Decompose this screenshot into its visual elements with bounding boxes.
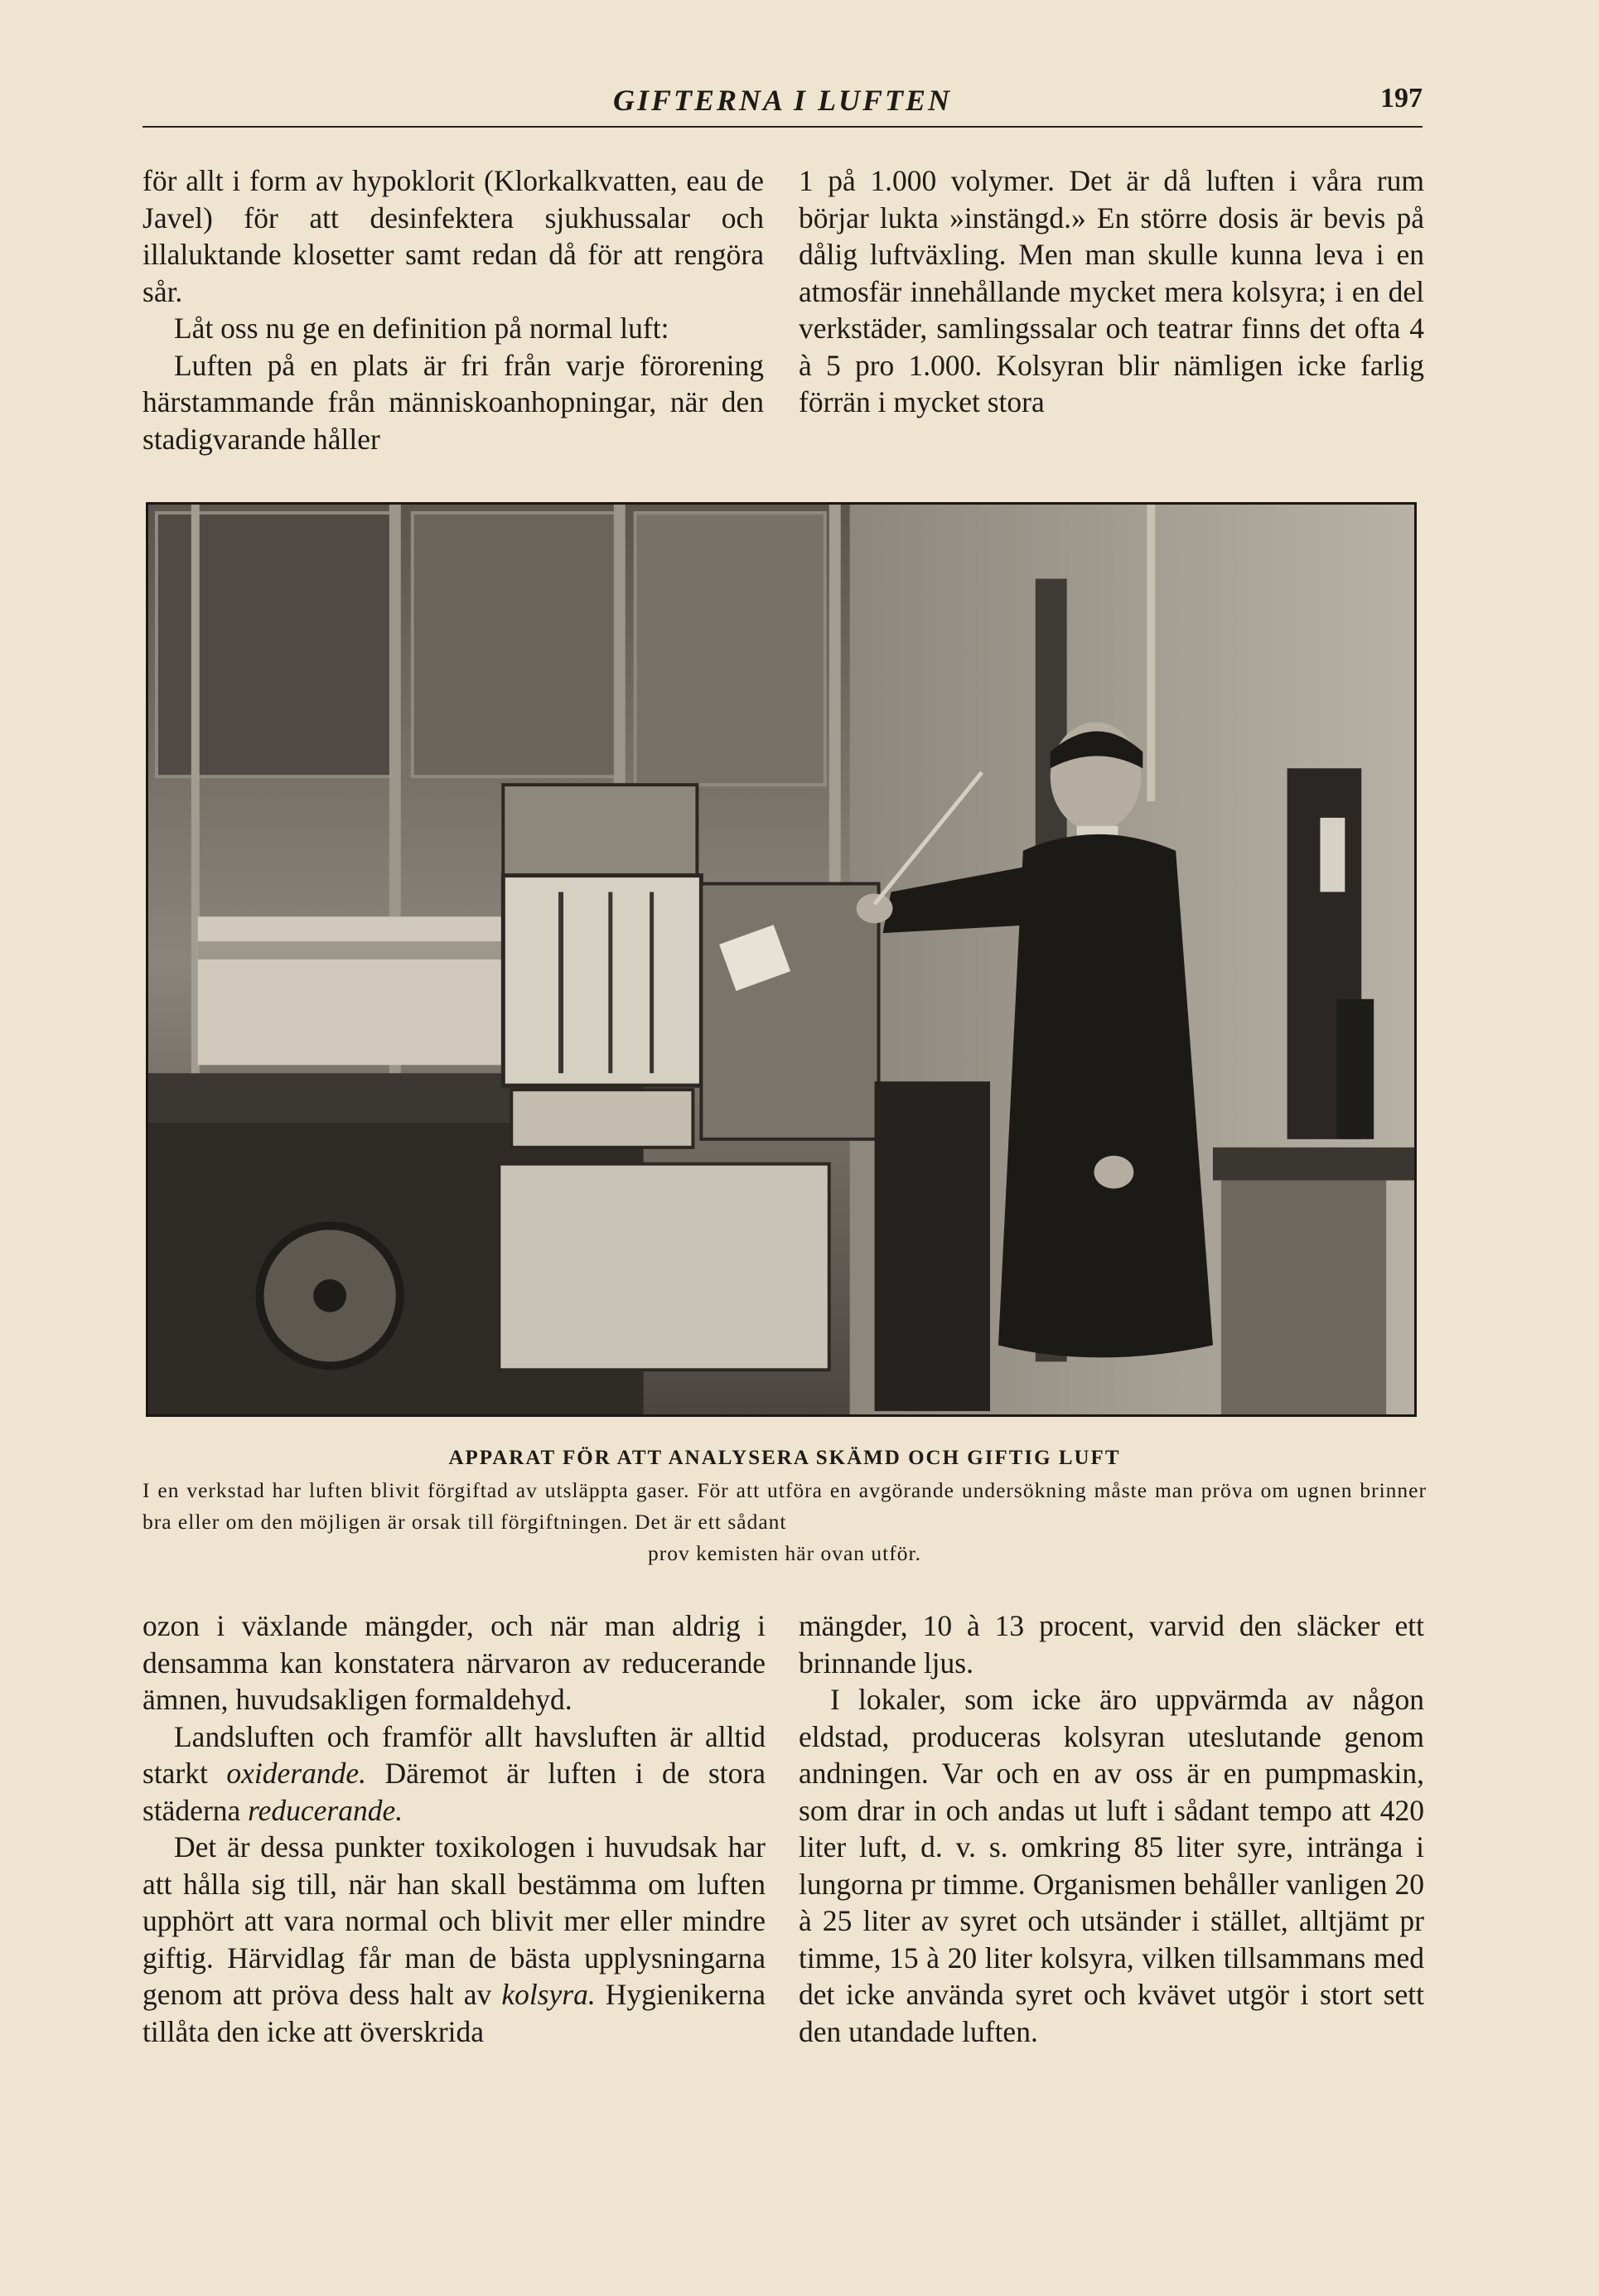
paragraph (143, 1829, 766, 2050)
top-right-column (799, 162, 1424, 421)
top-left-column (143, 162, 764, 457)
caption-body: I en verkstad har luften blivit förgiftad av utsläppta gaser. För att utföra en avgörande undersökning måste man pröva om ugnen brinner bra eller om den möjligen är orsak till förgiftningen. Det är ett sådant (143, 1478, 1427, 1534)
emphasis-reducerande: reducerande. (248, 1793, 403, 1827)
paragraph: Låt oss nu ge en definition på normal luft: (174, 312, 669, 345)
laboratory-photograph (146, 502, 1417, 1417)
emphasis-kolsyra: kolsyra. (501, 1978, 596, 2011)
text-run: Däremot är luften i de stora städerna (143, 1757, 766, 1827)
caption-title: APPARAT FÖR ATT ANALYSERA SKÄMD OCH GIFTIG LUFT (448, 1447, 1121, 1469)
bottom-right-column (799, 1607, 1424, 2050)
paragraph: mängder, 10 à 13 procent, varvid den släcker ett brinnande ljus. (799, 1609, 1424, 1680)
text-run: Det är dessa punkter toxikologen i huvudsak har att hålla sig till, när han skall bestämma om luften upphört att vara normal och blivit mer eller mindre giftig. Härvidlag får man de bästa upplysningarna genom att pröva dess halt av (143, 1830, 766, 2011)
paragraph: I lokaler, som icke äro uppvärmda av någon eldstad, produceras kolsyran uteslutande genom andningen. Var och en av oss är en pumpmaskin, som drar in och andas ut luft i sådant tempo att 420 liter luft, d. v. s. omkring 85 liter syre, intränga i lungorna pr timme. Organismen behåller vanligen 20 à 25 liter av syret och utsänder i stället, alltjämt pr timme, 15 à 20 liter kolsyra, vilken tillsammans med det icke använda syret och kvävet utgör i stort sett den utandade luften. (799, 1683, 1424, 2048)
paragraph: för allt i form av hypoklorit (Klorkalkvatten, eau de Javel) för att desinfektera sjukhussalar och illaluktande klosetter samt redan då för att rengöra sår. (143, 164, 764, 308)
paragraph: Luften på en plats är fri från varje förorening härstammande från människoanhopningar, när den stadigvarande håller (143, 348, 764, 456)
bottom-left-column (143, 1607, 766, 2050)
emphasis-oxiderande: oxiderande. (226, 1757, 366, 1790)
paragraph: ozon i växlande mängder, och när man aldrig i densamma kan konstatera närvaron av reducerande ämnen, huvudsakligen formaldehyd. (143, 1609, 766, 1716)
running-title: GIFTERNA I LUFTEN (612, 84, 953, 117)
running-header (143, 80, 1423, 128)
text-run: Landsluften och framför allt havsluften är alltid starkt (143, 1719, 766, 1790)
paragraph: 1 på 1.000 volymer. Det är då luften i våra rum börjar lukta »instängd.» En större dosis är bevis på dålig luftväxling. Men man skulle kunna leva i en atmosfär innehållande mycket mera kolsyra; i en del verkstäder, samlingssalar och teatrar finns det ofta 4 à 5 pro 1.000. Kolsyran blir nämligen icke farlig förrän i mycket stora (799, 164, 1424, 418)
caption-last-line: prov kemisten här ovan utför. (648, 1541, 921, 1565)
caption-text (143, 1475, 1427, 1569)
page-number: 197 (1380, 83, 1423, 114)
paragraph (143, 1718, 766, 1830)
figure-caption (143, 1442, 1427, 1569)
photo-illustration (148, 505, 1414, 1414)
text-run: Hygienikerna tillåta den icke att överskrida (143, 1978, 766, 2048)
